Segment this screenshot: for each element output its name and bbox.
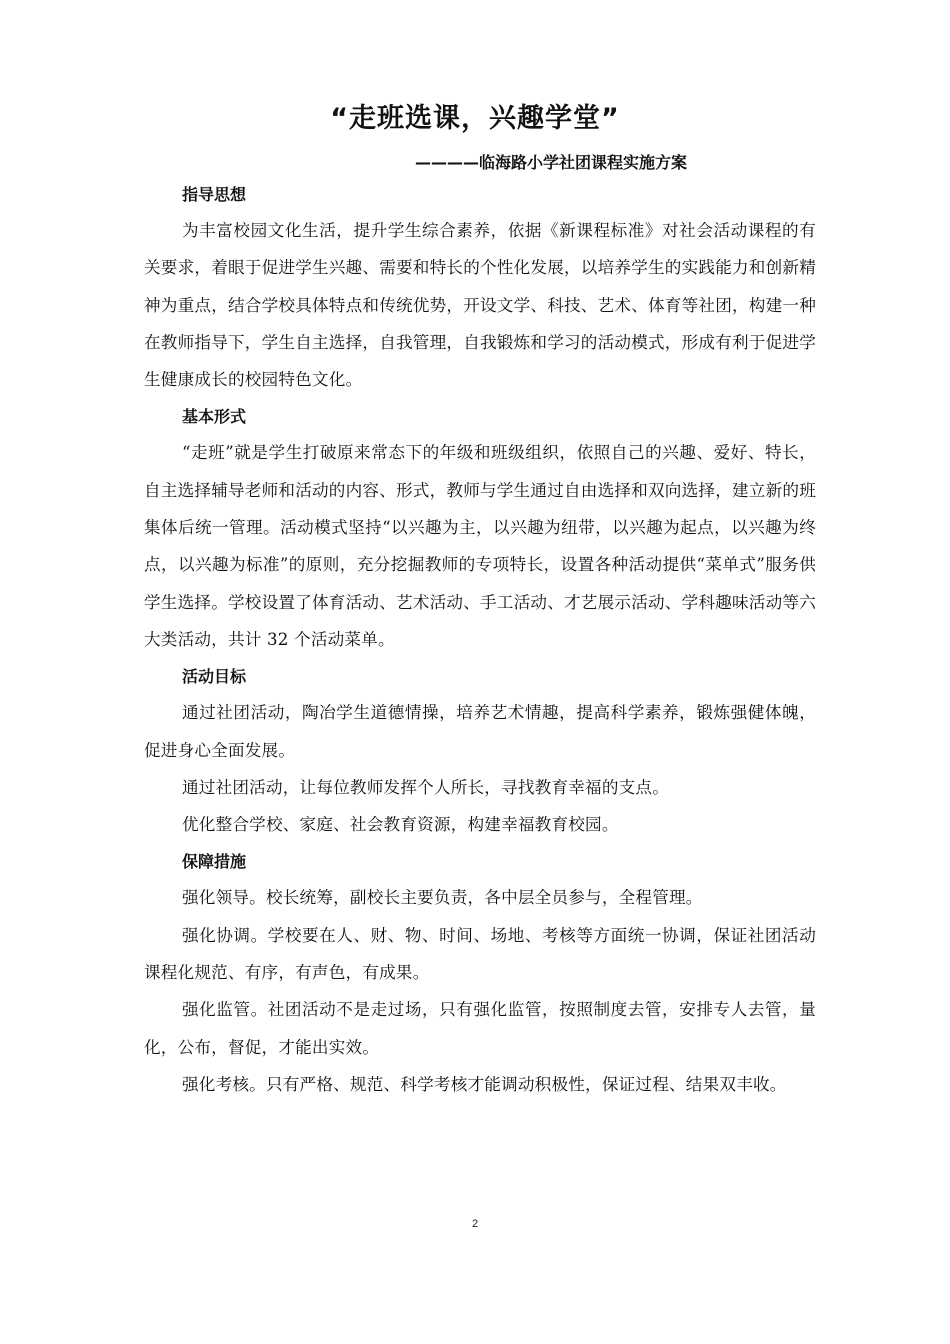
paragraph: 强化监管。社团活动不是走过场，只有强化监管，按照制度去管，安排专人去管，量化，公布，督促，才能出实效。 xyxy=(144,1000,816,1057)
paragraph: 通过社团活动，让每位教师发挥个人所长，寻找教育幸福的支点。 xyxy=(182,777,670,797)
document-title: “走班选课，兴趣学堂” xyxy=(330,103,620,134)
paragraph: 强化考核。只有严格、规范、科学考核才能调动积极性，保证过程、结果双丰收。 xyxy=(182,1074,787,1094)
paragraph: 优化整合学校、家庭、社会教育资源，构建幸福教育校园。 xyxy=(182,815,619,835)
document-body xyxy=(144,178,816,1103)
section-activity-goals xyxy=(144,660,816,843)
paragraph: 为丰富校园文化生活，提升学生综合素养，依据《新课程标准》对社会活动课程的有关要求，着眼于促进学生兴趣、需要和特长的个性化发展，以培养学生的实践能力和创新精神为重点，结合学校具体特点和传统优势，开设文学、科技、艺术、体育等社团，构建一种在教师指导下，学生自主选择，自我管理，自我锻炼和学习的活动模式，形成有利于促进学生健康成长的校园特色文化。 xyxy=(144,221,816,390)
section-heading: 活动目标 xyxy=(182,667,247,687)
paragraph: 强化领导。校长统筹，副校长主要负责，各中层全员参与，全程管理。 xyxy=(182,888,703,908)
paragraph: 强化协调。学校要在人、财、物、时间、场地、考核等方面统一协调，保证社团活动课程化规范、有序，有声色，有成果。 xyxy=(144,925,816,983)
document-subtitle: ————临海路小学社团课程实施方案 xyxy=(415,153,688,172)
section-heading: 指导思想 xyxy=(182,185,247,204)
page-number: 2 xyxy=(471,1218,479,1230)
section-safeguard-measures xyxy=(144,845,816,1103)
section-basic-form xyxy=(144,400,816,658)
section-heading: 基本形式 xyxy=(182,407,247,427)
paragraph: 通过社团活动，陶冶学生道德情操，培养艺术情趣，提高科学素养，锻炼强健体魄，促进身心全面发展。 xyxy=(144,703,816,760)
paragraph: “走班”就是学生打破原来常态下的年级和班级组织，依照自己的兴趣、爱好、特长，自主选择辅导老师和活动的内容、形式，教师与学生通过自由选择和双向选择，建立新的班集体后统一管理。活动模式坚持“以兴趣为主，以兴趣为纽带，以兴趣为起点，以兴趣为终点，以兴趣为标准”的原则，充分挖掘教师的专项特长，设置各种活动提供“菜单式”服务供学生选择。学校设置了体育活动、艺术活动、手工活动、才艺展示活动、学科趣味活动等六大类活动，共计 32 个活动菜单。 xyxy=(144,443,816,649)
section-heading: 保障措施 xyxy=(182,852,247,872)
section-guiding-ideology xyxy=(144,178,816,398)
